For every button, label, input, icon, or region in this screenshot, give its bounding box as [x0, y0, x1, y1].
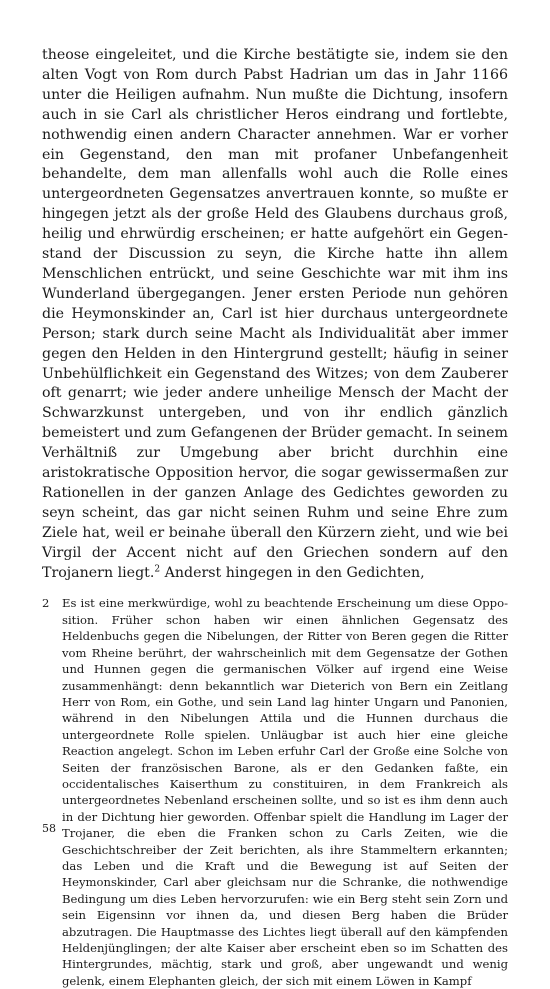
footnote-text: Es ist eine merkwürdige, wohl zu beachtende Erscheinung um diese Opposition. Früher schon haben wir einen ähnlichen Gegensatz des Heldenbuchs gegen die Nibelungen, der Ritter von Beren gegen die Ritter vom Rheine berührt, der wahrscheinlich mit dem Gegensatze der Gothen und Hunnen gegen die germanischen Völker auf irgend eine Weise zusammenhängt: denn bekanntlich war Dieterich von Bern ein Zeitlang Herr von Rom, ein Gothe, und sein Land lag hinter Ungarn und Panonien, während in den Nibelungen Attila und die Hunnen durchaus die untergeordnete Rolle spielen. Unläugbar ist auch hier eine gleiche Reaction angelegt. Schon im Leben erfuhr Carl der Große eine Solche von Seiten der französischen Barone, als er den Gedanken faßte, ein occidentalisches Kaiserthum zu constituiren, in dem Frankreich als untergeordnetes Nebenland erscheinen sollte, und so ist es ihm denn auch in der Dichtung hier geworden. Offenbar spielt die Handlung im Lager der Trojaner, die eben die Franken schon zu Carls Zeiten, wie die Geschichtschreiber der Zeit berichten, als ihre Stammeltern erkannten; das Leben und die Kraft und die Bewegung ist auf Seiten der Heymonskinder, Carl aber gleichsam nur die Schranke, die nothwendige Bedingung um dies Leben hervorzurufen: wie ein Berg steht sein Zorn und sein Eigensinn vor ihnen da, und diesen Berg haben die Brüder abzutragen. Die Hauptmasse des Lichtes liegt überall auf den kämpfenden Heldenjünglingen; der alte Kaiser aber erscheint eben so im Schatten des Hintergrundes, mächtig, stark und groß, aber ungewandt und wenig gelenk, einem Elephanten gleich, der sich mit einem Löwen in Kampf: [62, 596, 508, 988]
main-text-block: [42, 46, 508, 583]
body-paragraph: [42, 46, 508, 583]
body-text-continued: Anderst hingegen in den Gedichten,: [160, 564, 425, 581]
page-content: [42, 46, 508, 989]
footnote-reference: 2: [154, 563, 161, 574]
footnote-number: 2: [42, 596, 50, 611]
body-text: theose eingeleitet, und die Kirche bestätigte sie, indem sie den alten Vogt von Rom durch Pabst Hadrian um das in Jahr 1166 unter die Heiligen aufnahm. Nun mußte die Dichtung, insofern auch in sie Carl als christlicher Heros eindrang und fortlebte, nothwendig einen andern Character annehmen. War er vorher ein Gegenstand, den man mit profaner Unbefangenheit behandelte, dem man allenfalls wohl auch die Rolle eines untergeordneten Gegensatzes anvertrauen konnte, so mußte er hingegen jetzt als der große Held des Glaubens durchaus groß, heilig und ehrwürdig erscheinen; er hatte aufgehört ein Gegenstand der Discussion zu seyn, die Kirche hatte ihn allem Menschlichen entrückt, und seine Geschichte war mit ihm ins Wunderland übergegangen. Jener ersten Periode nun gehören die Heymonskinder an, Carl ist hier durchaus untergeordnete Person; stark durch seine Macht als Individualität aber immer gegen den Helden in den Hintergrund gestellt; häufig in seiner Unbehülflichkeit ein Gegenstand des Witzes; von dem Zauberer oft genarrt; wie jeder andere unheilige Mensch der Macht der Schwarzkunst untergeben, und von ihr endlich gänzlich bemeistert und zum Gefangenen der Brüder gemacht. In seinem Verhältniß zur Umgebung aber bricht durchhin eine aristokratische Opposition hervor, die sogar gewissermaßen zur Rationellen in der ganzen Anlage des Gedichtes geworden zu seyn scheint, das gar nicht seinen Ruhm und seine Ehre zum Ziele hat, weil er beinahe überall den Kürzern zieht, und wie bei Virgil der Accent nicht auf den Griechen sondern auf den Trojanern liegt.: [42, 47, 508, 581]
page-number: 58: [42, 822, 56, 835]
footnote: [42, 595, 508, 989]
